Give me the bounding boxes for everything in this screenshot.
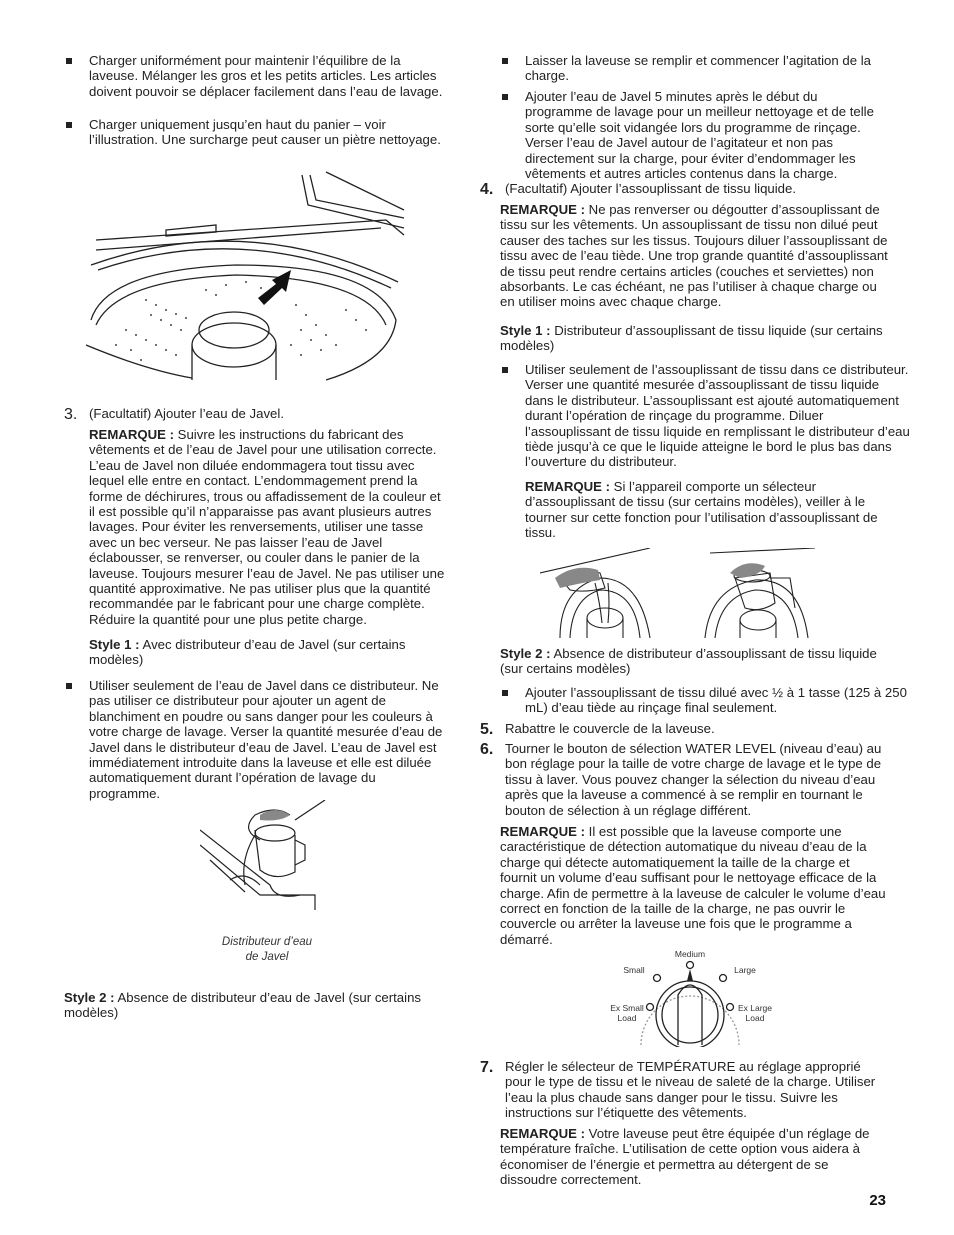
style-1-bleach-label: Style 1 : bbox=[89, 637, 140, 652]
note-softener-selector-text: Si l’appareil comporte un sélecteur d’assouplissant de tissu (sur certains modèles), veiller à le tourner sur cette fonction pour l’utilisation d’assouplissant de tissu. bbox=[525, 479, 878, 541]
note-water-level-text: Il est possible que la laveuse comporte une caractéristique de détection automatique du niveau d’eau de la charge qui détecte automatiquement la taille de la charge et fournit un volume d’eau suffisant pour le nettoyage efficace de la charge. Afin de permettre à la laveuse de calculer le volume d’eau correct en fonction de la taille de la charge, ne pas ouvrir le couvercle ou arrêter la laveuse une fois que le programme a démarré. bbox=[500, 824, 886, 947]
bullet-fill-agitate: Laisser la laveuse se remplir et commencer l’agitation de la charge. bbox=[500, 53, 888, 84]
softener-pouring-illustration-left bbox=[540, 548, 660, 640]
note-softener-text: Ne pas renverser ou dégoutter d’assouplissant de tissu sur les vêtements. Un assouplissant de tissu non dilué peut causer des taches sur les tissus. Toujours diluer l’assouplissant de tissu avec de l’eau tiède. Une trop grande quantité d’assouplissant de tissu peut rendre certains articles (couches et serviettes) non absorbants. Le cas échéant, ne pas l’utiliser à chaque charge ou en utiliser moins avec chaque charge. bbox=[500, 202, 888, 310]
style-2-bleach bbox=[64, 990, 448, 1021]
bullet-softener-dispenser: Utiliser seulement de l’assouplissant de tissu dans ce distributeur. Verser une quantité mesurée d’assouplissant de tissu liquide dans le distributeur. L’assouplissant est ajouté automatiquement durant l’opération de rinçage du programme. Diluer l’assouplissant de tissu liquide en remplissant le distributeur d’eau tiède jusqu’à ce que le liquide atteigne le bord le plus bas dans l’ouverture du distributeur. bbox=[500, 362, 910, 470]
bullet-load-to-top: Charger uniquement jusqu’en haut du panier – voir l’illustration. Une surcharge peut causer un piètre nettoyage. bbox=[64, 117, 448, 148]
note-temperature-label: REMARQUE : bbox=[500, 1126, 585, 1141]
step-4-text: (Facultatif) Ajouter l’assouplissant de tissu liquide. bbox=[505, 181, 797, 196]
note-temperature-text: Votre laveuse peut être équipée d’un réglage de température fraîche. L’utilisation de cette option vous aidera à économiser de l’énergie et permettra au détergent de se dissoudre correctement. bbox=[500, 1126, 870, 1188]
style-2-bleach-label: Style 2 : bbox=[64, 990, 115, 1005]
bullet-add-bleach-later: Ajouter l’eau de Javel 5 minutes après le début du programme de lavage pour un meilleur nettoyage et de telle sorte qu’elle soit vidangée lors du programme de rinçage. Verser l’eau de Javel autour de l’agitateur et non pas directement sur la charge, pour éviter d’endommager les vêtements et autres articles contenus dans la charge. bbox=[500, 89, 888, 181]
caption-line: Distributeur d’eau de Javel bbox=[221, 936, 313, 963]
dial-label-ex-small-load: Load bbox=[617, 1013, 637, 1023]
note-water-level-label: REMARQUE : bbox=[500, 824, 585, 839]
page-number: 23 bbox=[869, 1192, 886, 1209]
step-7-number: 7. bbox=[480, 1059, 494, 1076]
washer-basket-illustration bbox=[86, 170, 406, 390]
note-bleach-label: REMARQUE : bbox=[89, 427, 174, 442]
style-1-softener-label: Style 1 : bbox=[500, 323, 551, 338]
dial-label-ex-large: Ex Large bbox=[737, 1003, 773, 1013]
bullet-bleach-dispenser: Utiliser seulement de l’eau de Javel dans ce distributeur. Ne pas utiliser ce distributeur pour ajouter un agent de blanchiment en poudre ou sans danger pour les couleurs à votre charge de lavage. Verser la quantité mesurée d’eau de Javel dans le distributeur d’eau de Javel. L’eau de Javel est immédiatement introduite dans la laveuse et elle est diluée automatiquement durant l’opération de lavage du programme. bbox=[64, 678, 448, 801]
step-7 bbox=[480, 1059, 888, 1121]
step-5 bbox=[480, 721, 888, 736]
style-1-bleach bbox=[89, 637, 449, 668]
bleach-dispenser-illustration bbox=[200, 800, 330, 920]
step-3-number: 3. bbox=[64, 406, 78, 423]
note-softener-label: REMARQUE : bbox=[500, 202, 585, 217]
note-softener-selector bbox=[525, 479, 885, 541]
dial-label-large: Large bbox=[734, 965, 756, 975]
note-bleach-text: Suivre les instructions du fabricant des vêtements et de l’eau de Javel pour une utilisation correcte. L’eau de Javel non diluée endommagera tout tissu avec lequel elle entre en contact. L’endommagement prend la forme de déchirures, trous ou affadissement de la couleur et il est possible qu’il n’apparaisse pas avant plusieurs autres lavages. Pour éviter les renversements, utiliser une tasse avec un bec verseur. Ne pas laisser l’eau de Javel éclabousser, se renverser, ou couler dans le panier de la laveuse. Toujours mesurer l’eau de Javel. Ne pas utiliser une quantité approximative. Ne pas utiliser plus que la quantité recommandée par le fabricant pour une charge complète. Réduire la quantité pour une plus petite charge. bbox=[89, 427, 445, 627]
softener-pouring-illustration-right bbox=[700, 548, 820, 640]
dial-label-medium: Medium bbox=[674, 949, 706, 959]
dial-label-ex-small: Ex Small bbox=[610, 1003, 644, 1013]
note-bleach bbox=[89, 427, 449, 627]
style-2-softener-label: Style 2 : bbox=[500, 646, 551, 661]
step-4-number: 4. bbox=[480, 181, 494, 198]
step-5-text: Rabattre le couvercle de la laveuse. bbox=[505, 721, 715, 736]
style-1-bleach-text: Avec distributeur d’eau de Javel (sur certains modèles) bbox=[89, 637, 406, 668]
step-6-number: 6. bbox=[480, 741, 494, 758]
bullet-load-evenly: Charger uniformément pour maintenir l’équilibre de la laveuse. Mélanger les gros et les petits articles. Les articles doivent pouvoir se déplacer facilement dans l’eau de lavage. bbox=[64, 53, 448, 99]
note-temperature bbox=[500, 1126, 888, 1188]
style-2-softener-text: Absence de distributeur d’assouplissant de tissu liquide (sur certains modèles) bbox=[500, 646, 877, 677]
step-4 bbox=[480, 181, 888, 196]
note-softener-selector-label: REMARQUE : bbox=[525, 479, 610, 494]
step-3 bbox=[64, 406, 448, 421]
step-5-number: 5. bbox=[480, 721, 494, 738]
step-6 bbox=[480, 741, 888, 818]
step-3-text: (Facultatif) Ajouter l’eau de Javel. bbox=[89, 406, 284, 421]
note-water-level bbox=[500, 824, 888, 947]
step-6-text: Tourner le bouton de sélection WATER LEVEL (niveau d’eau) au bon réglage pour la taille de votre charge de lavage et le type de tissu à laver. Vous pouvez changer la sélection du niveau d’eau après que la laveuse a commencé à se remplir en tournant le bouton de sélection à un réglage différent. bbox=[505, 741, 882, 818]
bullet-diluted-softener: Ajouter l’assouplissant de tissu dilué avec ½ à 1 tasse (125 à 250 mL) d’eau tiède au rinçage final seulement. bbox=[500, 685, 910, 716]
style-1-softener-text: Distributeur d’assouplissant de tissu liquide (sur certains modèles) bbox=[500, 323, 883, 354]
dial-label-ex-large-load: Load bbox=[745, 1013, 765, 1023]
bleach-dispenser-caption bbox=[192, 935, 342, 965]
step-7-text: Régler le sélecteur de TEMPÉRATURE au réglage approprié pour le type de tissu et le niveau de saleté de la charge. Utiliser l’eau la plus chaude sans danger pour le tissu. Suivre les instructions sur l’étiquette des vêtements. bbox=[505, 1059, 876, 1121]
style-1-softener bbox=[500, 323, 888, 354]
style-2-bleach-text: Absence de distributeur d’eau de Javel (sur certains modèles) bbox=[64, 990, 421, 1021]
note-softener bbox=[500, 202, 888, 310]
dial-label-small: Small bbox=[623, 965, 645, 975]
water-level-dial bbox=[605, 945, 775, 1047]
style-2-softener bbox=[500, 646, 888, 677]
